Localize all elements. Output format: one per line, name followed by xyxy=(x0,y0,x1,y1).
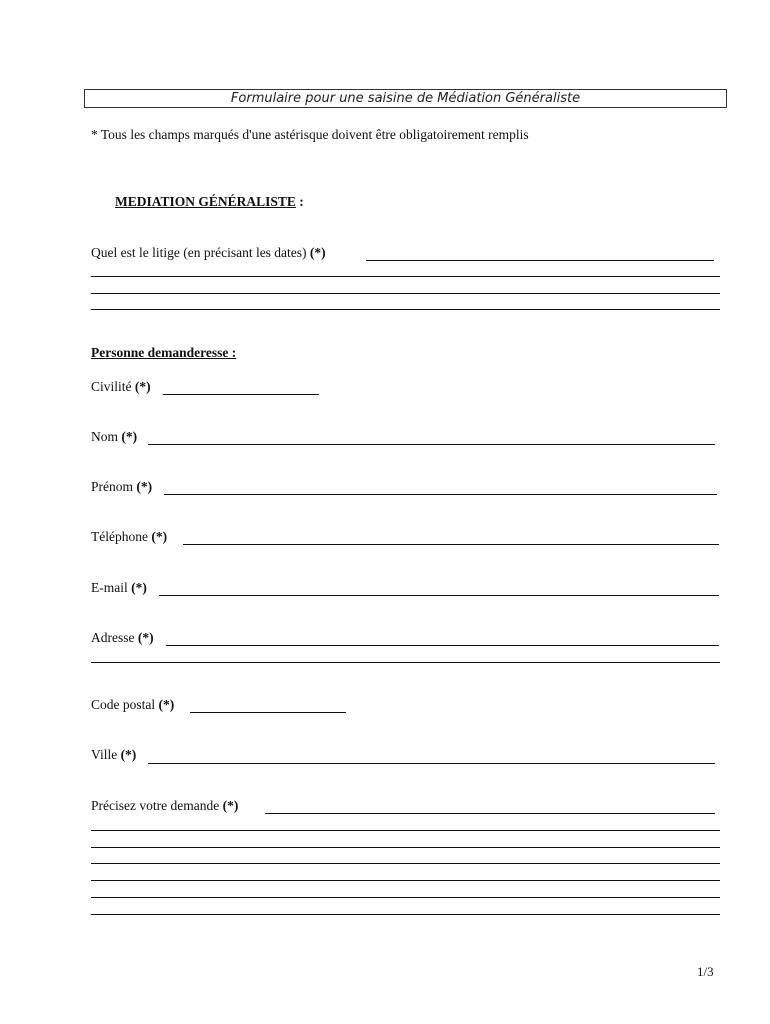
litige-input-line[interactable] xyxy=(366,260,714,261)
demande-input-line[interactable] xyxy=(91,897,720,898)
ville-label-text: Ville xyxy=(91,747,121,762)
required-marker: (*) xyxy=(158,697,175,712)
demande-input-line[interactable] xyxy=(265,813,715,814)
code-postal-label-text: Code postal xyxy=(91,697,159,712)
nom-label xyxy=(91,429,137,445)
litige-label-text: Quel est le litige (en précisant les dates) xyxy=(91,245,310,260)
adresse-input-line[interactable] xyxy=(166,645,719,646)
nom-label-text: Nom xyxy=(91,429,122,444)
adresse-label-text: Adresse xyxy=(91,630,138,645)
code-postal-label xyxy=(91,697,174,713)
email-label xyxy=(91,580,147,596)
ville-label xyxy=(91,747,136,763)
adresse-input-line[interactable] xyxy=(91,662,720,663)
civilite-input-line[interactable] xyxy=(163,394,319,395)
nom-input-line[interactable] xyxy=(148,444,715,445)
demande-input-line[interactable] xyxy=(91,863,720,864)
required-marker: (*) xyxy=(137,630,154,645)
telephone-label-text: Téléphone xyxy=(91,529,152,544)
code-postal-input-line[interactable] xyxy=(190,712,346,713)
demande-input-line[interactable] xyxy=(91,830,720,831)
page-number: 1/3 xyxy=(697,964,714,979)
demande-input-line[interactable] xyxy=(91,847,720,848)
civilite-label xyxy=(91,379,151,395)
section-title xyxy=(115,194,304,210)
litige-input-line[interactable] xyxy=(91,293,720,294)
required-marker: (*) xyxy=(120,747,137,762)
prenom-label xyxy=(91,479,152,495)
required-marker: (*) xyxy=(131,580,147,595)
litige-label xyxy=(91,245,326,261)
demande-input-line[interactable] xyxy=(91,914,720,915)
email-input-line[interactable] xyxy=(159,595,719,596)
form-title: Formulaire pour une saisine de Médiation Généraliste xyxy=(84,89,727,108)
civilite-label-text: Civilité xyxy=(91,379,135,394)
required-marker: (*) xyxy=(134,379,151,394)
adresse-label xyxy=(91,630,154,646)
required-marker: (*) xyxy=(222,798,239,813)
litige-input-line[interactable] xyxy=(91,309,720,310)
required-marker: (*) xyxy=(121,429,138,444)
telephone-input-line[interactable] xyxy=(183,544,719,545)
person-heading: Personne demanderesse : xyxy=(91,345,237,360)
demande-label xyxy=(91,798,238,814)
prenom-label-text: Prénom xyxy=(91,479,137,494)
section-title-colon: : xyxy=(295,194,304,209)
required-fields-note: * Tous les champs marqués d'une astérisque doivent être obligatoirement remplis xyxy=(91,127,529,142)
section-title-text: MEDIATION GÉNÉRALISTE xyxy=(115,194,296,209)
required-marker: (*) xyxy=(309,245,326,260)
ville-input-line[interactable] xyxy=(148,763,715,764)
prenom-input-line[interactable] xyxy=(164,494,717,495)
demande-input-line[interactable] xyxy=(91,880,720,881)
telephone-label xyxy=(91,529,167,545)
email-label-text: E-mail xyxy=(91,580,132,595)
required-marker: (*) xyxy=(151,529,168,544)
demande-label-text: Précisez votre demande xyxy=(91,798,223,813)
litige-input-line[interactable] xyxy=(91,276,720,277)
required-marker: (*) xyxy=(136,479,153,494)
